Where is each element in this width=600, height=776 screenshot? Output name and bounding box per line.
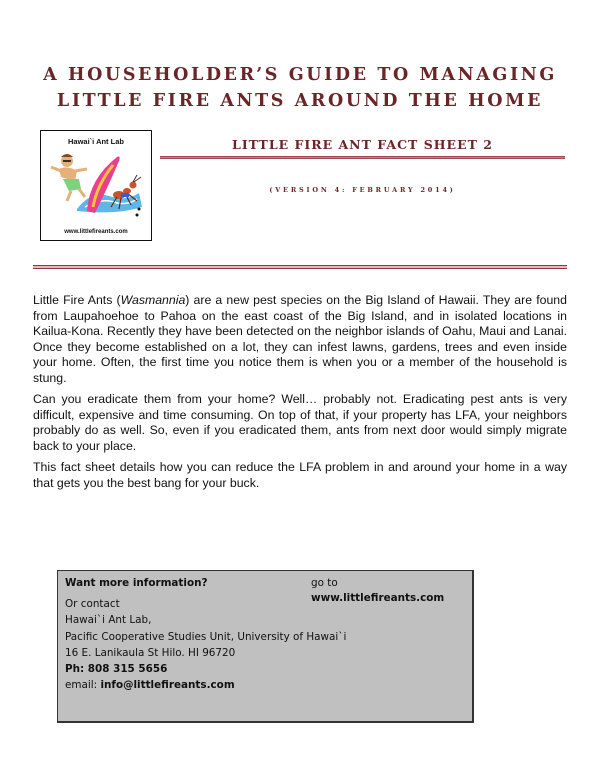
document-title-line-2: LITTLE FIRE ANTS AROUND THE HOME — [56, 91, 544, 111]
header-divider — [33, 265, 567, 269]
org-unit: Pacific Cooperative Studies Unit, University of Hawai`i — [65, 630, 347, 643]
logo-title: Hawai`i Ant Lab — [68, 137, 124, 146]
fact-sheet-title-underline — [160, 156, 565, 159]
logo-url: www.littlefireants.com — [64, 229, 128, 235]
intro-paragraph-3: This fact sheet details how you can reduce the LFA problem in and around your home in a way that gets you the best bang for your buck. — [33, 459, 567, 490]
document-title-line-1: A HOUSEHOLDER’S GUIDE TO MANAGING — [43, 65, 557, 85]
document-title — [0, 62, 600, 114]
hawaii-ant-lab-logo — [40, 130, 152, 241]
p1-text-rest: ) are a new pest species on the Big Island of Hawaii. They are found from Laupahoehoe to Pahoa on the east coast of the Big Island, and in isolated locations in Kailua-Kona. Recently they have been detected on the neighbor islands of Oahu, Maui and Lanai. Once they become established on a lot, they can infest lawns, gardens, trees and even inside your home. Often, the first time you notice them is when you or a member of the household is stung. — [33, 293, 567, 385]
email-link[interactable]: info@littlefireants.com — [100, 679, 235, 692]
version-label: (VERSION 4: FEBRUARY 2014) — [269, 186, 456, 194]
phone-number — [65, 661, 465, 677]
goto-prefix: go to — [311, 577, 338, 589]
phone-text: Ph: 808 315 5656 — [65, 663, 168, 676]
intro-paragraph-2: Can you eradicate them from your home? Well… probably not. Eradicating pest ants is very difficult, expensive and time consuming. On top of that, if your property has LFA, your neighbors probably do as well. So, even if you eradicated them, ants from next door would simply migrate back to your place. — [33, 392, 567, 453]
intro-paragraph-1 — [33, 293, 567, 387]
more-information-box — [57, 570, 474, 723]
org-name: Hawai`i Ant Lab, — [65, 614, 152, 627]
info-box-heading: Want more information? — [65, 577, 208, 589]
website-reference — [311, 576, 465, 606]
fact-sheet-title: LITTLE FIRE ANT FACT SHEET 2 — [232, 137, 493, 152]
website-link[interactable]: www.littlefireants.com — [311, 592, 445, 604]
contact-intro: Or contact — [65, 598, 120, 610]
email-label: email: — [65, 679, 101, 692]
intro-text — [33, 293, 567, 497]
genus-name: Wasmannia — [120, 293, 186, 307]
surfer-ant-cartoon-icon — [47, 149, 147, 223]
p1-text-start: Little Fire Ants ( — [33, 293, 121, 307]
address: 16 E. Lanikaula St Hilo. HI 96720 — [65, 646, 236, 659]
email-line — [65, 677, 465, 693]
